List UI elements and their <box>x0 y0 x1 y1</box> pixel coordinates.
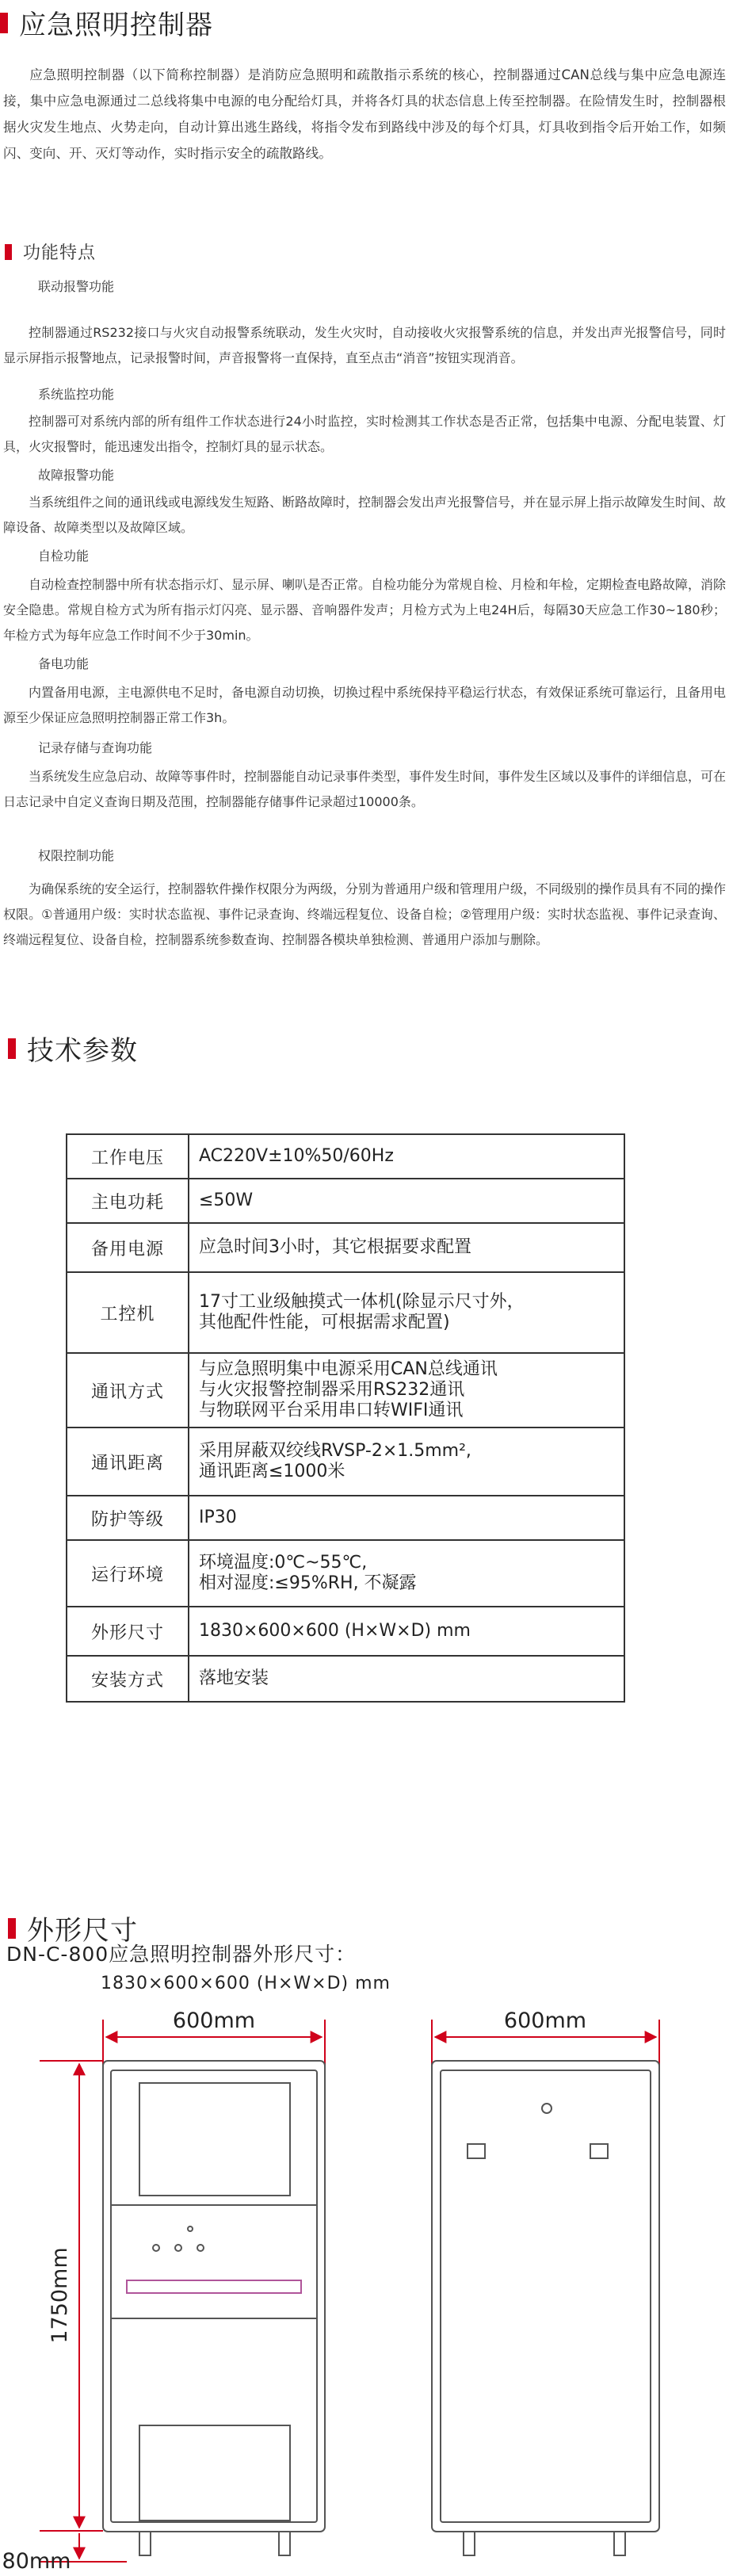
feature-name: 联动报警功能 <box>38 279 115 294</box>
spec-value-line: 相对湿度:≤95%RH, 不凝露 <box>199 1573 417 1593</box>
spec-key: 防护等级 <box>67 1496 189 1540</box>
spec-value-line: 其他配件性能，可根据需求配置) <box>199 1313 450 1332</box>
side-foot <box>464 2532 475 2555</box>
spec-value-line: IP30 <box>199 1508 237 1527</box>
front-foot <box>279 2532 290 2555</box>
table-row <box>67 1179 624 1223</box>
feature-name: 系统监控功能 <box>38 387 115 402</box>
feature-text: 控制器通过RS232接口与火灾自动报警系统联动，发生火灾时，自动接收火灾报警系统的信息，并发出声光报警信号，同时显示屏指示报警地点，记录报警时间，声音报警将一直保持，直至点击“消音”按钮实现消音。 <box>3 325 726 365</box>
spec-value <box>189 1179 624 1223</box>
feature-text: 当系统组件之间的通讯线或电源线发生短路、断路故障时，控制器会发出声光报警信号，并在显示屏上指示故障发生时间、故障设备、故障类型以及故障区域。 <box>3 495 727 535</box>
page-header <box>0 3 213 42</box>
front-control-strip <box>127 2280 301 2293</box>
page-title: 应急照明控制器 <box>19 10 213 41</box>
feature-name: 记录存储与查询功能 <box>38 740 153 755</box>
spec-value <box>189 1272 624 1353</box>
front-width-label: 600mm <box>172 2008 256 2033</box>
spec-value-line: 环境温度:0℃~55℃, <box>199 1553 368 1573</box>
specs-title: 技术参数 <box>27 1035 138 1067</box>
feature-name: 备电功能 <box>38 656 90 671</box>
specs-header <box>8 1029 138 1068</box>
side-width-label: 600mm <box>503 2008 587 2033</box>
indicator-icon <box>188 2226 193 2231</box>
spec-key: 通讯方式 <box>67 1353 189 1428</box>
side-vent-icon <box>468 2144 485 2158</box>
dimensions-size-line: 1830×600×600 (H×W×D) mm <box>101 1974 391 1993</box>
front-cabinet-body <box>103 2061 325 2532</box>
spec-value-line: ≤50W <box>199 1191 254 1210</box>
spec-value-line: AC220V±10%50/60Hz <box>199 1146 394 1166</box>
feature-text: 为确保系统的安全运行，控制器软件操作权限分为两级，分别为普通用户级和管理用户级，不同级别的操作员具有不同的操作权限。①普通用户级：实时状态监视、事件记录查询、终端远程复位、设备自检；②管理用户级：实时状态监视、事件记录查询、终端远程复位、设备自检，控制器系统参数查询、控制器各模块单独检测、普通用户添加与删除。 <box>3 881 727 947</box>
spec-key: 外形尺寸 <box>67 1607 189 1656</box>
height-label: 1750mm <box>48 2247 72 2344</box>
spec-table <box>66 1133 625 1703</box>
features-accent-bar <box>5 244 12 260</box>
side-cabinet-body <box>432 2061 659 2532</box>
front-foot <box>139 2532 151 2555</box>
table-row <box>67 1540 624 1607</box>
features-header <box>5 239 96 264</box>
spec-value-line: 17寸工业级触摸式一体机(除显示尺寸外， <box>199 1292 525 1312</box>
spec-value-line: 采用屏蔽双绞线RVSP-2×1.5mm², <box>199 1441 471 1461</box>
intro-paragraph: 应急照明控制器（以下简称控制器）是消防应急照明和疏散指示系统的核心，控制器通过CAN总线与集中应急电源连接，集中应急电源通过二总线将集中电源的电分配给灯具，并将各灯具的状态信息上传至控制器。在险情发生时，控制器根据火灾发生地点、火势走向，自动计算出逃生路线，将指令发布到路线中涉及的每个灯具，灯具收到指令后开始工作，如频闪、变向、开、灭灯等动作，实时指示安全的疏散路线。 <box>3 67 726 161</box>
side-cabinet <box>432 2061 659 2555</box>
cabinet-drawing <box>0 2005 729 2574</box>
table-row <box>67 1496 624 1540</box>
side-cabinet-frame <box>441 2070 651 2522</box>
front-width-dimension <box>103 2008 325 2100</box>
spec-key: 工作电压 <box>67 1134 189 1179</box>
spec-value <box>189 1353 624 1428</box>
spec-value-line: 与物联网平台采用串口转WIFI通讯 <box>199 1401 464 1420</box>
side-lock-icon <box>542 2104 552 2113</box>
features-title: 功能特点 <box>23 243 97 263</box>
dimensions-model-line: DN-C-800应急照明控制器外形尺寸： <box>6 1943 357 1966</box>
side-vent-icon <box>590 2144 608 2158</box>
spec-value <box>189 1428 624 1496</box>
spec-value-line: 落地安装 <box>199 1668 269 1688</box>
height-dimension <box>40 2061 103 2531</box>
spec-value-line: 1830×600×600 (H×W×D) mm <box>199 1621 471 1641</box>
spec-value <box>189 1134 624 1179</box>
spec-key: 通讯距离 <box>67 1428 189 1496</box>
feature-name: 权限控制功能 <box>38 848 115 863</box>
table-row <box>67 1223 624 1272</box>
feature-name: 故障报警功能 <box>38 468 115 483</box>
spec-key: 运行环境 <box>67 1540 189 1607</box>
indicator-icon <box>197 2245 204 2251</box>
specs-accent-bar <box>8 1038 16 1059</box>
spec-value <box>189 1496 624 1540</box>
base-dimension <box>2 2533 127 2574</box>
table-row <box>67 1428 624 1496</box>
feature-text: 当系统发生应急启动、故障等事件时，控制器能自动记录事件类型，事件发生时间，事件发生区域以及事件的详细信息，可在日志记录中自定义查询日期及范围，控制器能存储事件记录超过10000条。 <box>3 769 727 809</box>
spec-value <box>189 1656 624 1702</box>
table-row <box>67 1134 624 1179</box>
feature-text: 控制器可对系统内部的所有组件工作状态进行24小时监控，实时检测其工作状态是否正常，包括集中电源、分配电装置、灯具，火灾报警时，能迅速发出指令，控制灯具的显示状态。 <box>3 414 726 454</box>
feature-text: 自动检查控制器中所有状态指示灯、显示屏、喇叭是否正常。自检功能分为常规自检、月检和年检，定期检查电路故障，消除安全隐患。常规自检方式为所有指示灯闪亮、显示器、音响器件发声；月检方式为上电24H后，每隔30天应急工作30~180秒；年检方式为每年应急工作时间不少于30min。 <box>3 577 727 643</box>
front-screen <box>139 2083 290 2196</box>
side-foot <box>614 2532 625 2555</box>
header-accent-bar <box>0 13 8 33</box>
table-row <box>67 1656 624 1702</box>
front-cabinet-frame <box>111 2070 317 2522</box>
spec-value-line: 与火灾报警控制器采用RS232通讯 <box>199 1380 465 1400</box>
table-row <box>67 1607 624 1656</box>
front-lower-panel <box>139 2425 290 2521</box>
spec-key: 工控机 <box>67 1272 189 1353</box>
spec-key: 备用电源 <box>67 1223 189 1272</box>
spec-value-line: 与应急照明集中电源采用CAN总线通讯 <box>199 1359 498 1379</box>
feature-text: 内置备用电源，主电源供电不足时，备电源自动切换，切换过程中系统保持平稳运行状态，有效保证系统可靠运行，且备用电源至少保证应急照明控制器正常工作3h。 <box>3 685 727 725</box>
dimensions-title: 外形尺寸 <box>27 1915 138 1947</box>
indicator-icon <box>175 2245 181 2251</box>
indicator-icon <box>153 2245 159 2251</box>
feature-name: 自检功能 <box>38 548 90 564</box>
spec-key: 主电功耗 <box>67 1179 189 1223</box>
spec-value <box>189 1607 624 1656</box>
side-width-dimension <box>432 2008 659 2100</box>
spec-key: 安装方式 <box>67 1656 189 1702</box>
spec-value-line: 通讯距离≤1000米 <box>199 1462 345 1481</box>
spec-value-line: 应急时间3小时，其它根据要求配置 <box>199 1237 471 1257</box>
table-row <box>67 1353 624 1428</box>
spec-value <box>189 1223 624 1272</box>
front-cabinet <box>103 2061 325 2555</box>
base-label: 80mm <box>2 2549 71 2574</box>
dimensions-accent-bar <box>8 1918 16 1939</box>
table-row <box>67 1272 624 1353</box>
spec-value <box>189 1540 624 1607</box>
